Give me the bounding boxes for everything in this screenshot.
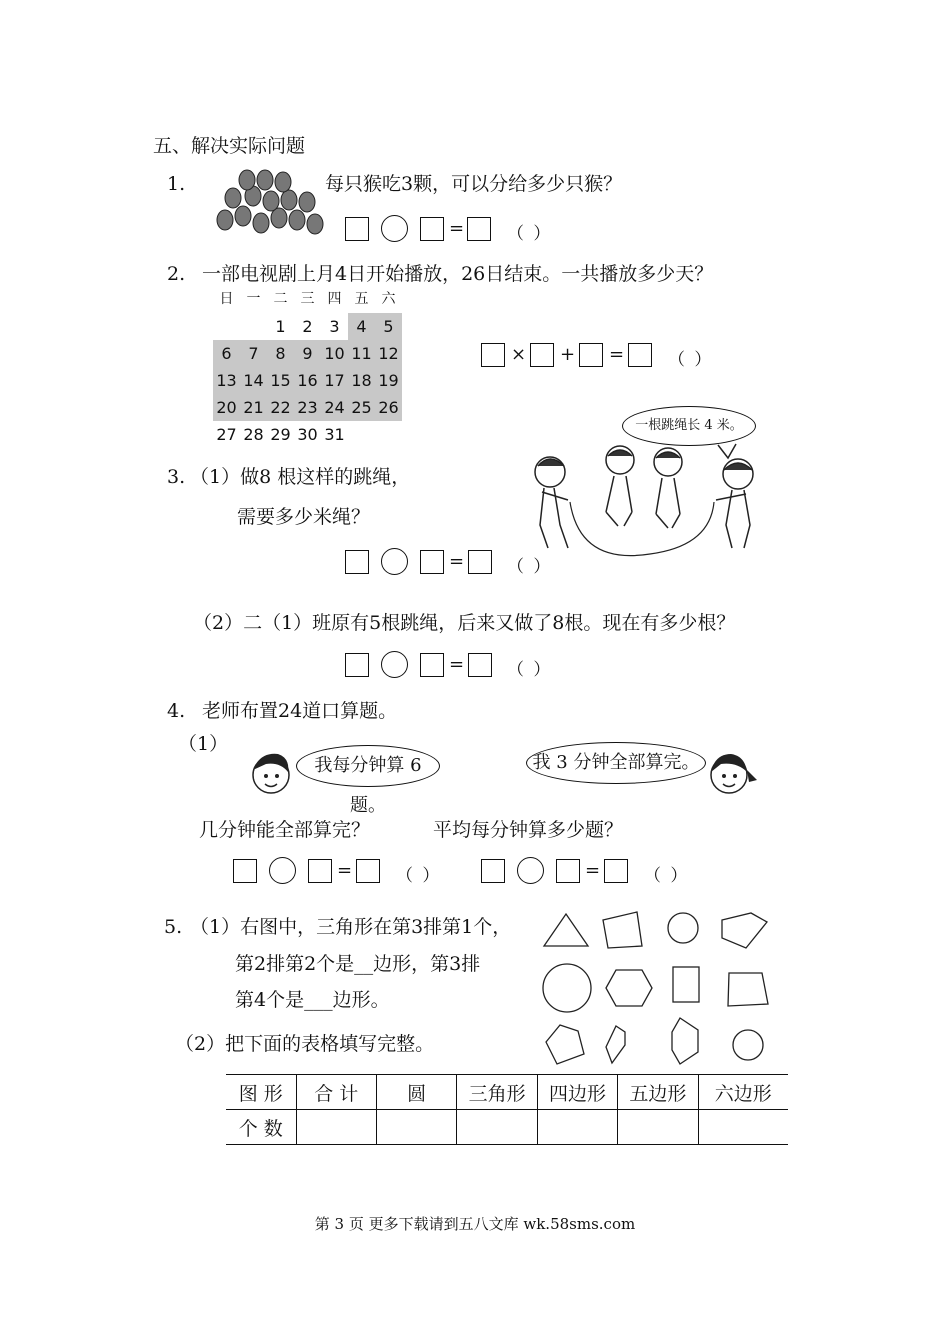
- q4-ask-left: 几分钟能全部算完？: [199, 819, 371, 841]
- calendar-day: 2: [302, 317, 313, 336]
- page-footer: 第 3 页 更多下载请到五八文库 wk.58sms.com: [314, 1215, 636, 1233]
- calendar-weekday: 五: [354, 291, 369, 307]
- calendar-day: 20: [216, 398, 237, 417]
- table-header-cell: 图 形: [226, 1075, 296, 1110]
- answer-box[interactable]: [468, 653, 492, 677]
- calendar-day: 4: [356, 317, 367, 336]
- q5-part1-line1: （1）右图中，三角形在第3排第1个，: [190, 916, 512, 938]
- answer-box[interactable]: [345, 550, 369, 574]
- calendar-day: 19: [378, 371, 399, 390]
- section-title: 五、解决实际问题: [153, 135, 306, 157]
- circle-shape: [668, 913, 698, 943]
- q3-part2: （2）二（1）班原有5根跳绳，后来又做了8根。现在有多少根？: [193, 612, 736, 634]
- calendar-day: 22: [270, 398, 291, 417]
- answer-box[interactable]: [481, 343, 505, 367]
- table-header-row: [226, 1075, 788, 1110]
- operator-circle[interactable]: [269, 857, 296, 884]
- table-input-cell[interactable]: [698, 1110, 788, 1145]
- answer-box[interactable]: [233, 859, 257, 883]
- calendar-day: 26: [378, 398, 399, 417]
- strawberries-illustration: [213, 168, 333, 240]
- calendar-day: 28: [243, 425, 264, 444]
- equals-sign: =: [449, 654, 465, 675]
- answer-box[interactable]: [467, 217, 491, 241]
- answer-paren[interactable]: （ ）: [396, 866, 442, 886]
- calendar-day: 16: [297, 371, 318, 390]
- answer-box[interactable]: [556, 859, 580, 883]
- q4-text: 老师布置24道口算题。: [202, 700, 398, 722]
- operator-circle[interactable]: [381, 215, 408, 242]
- equals-sign: =: [449, 218, 465, 239]
- answer-box[interactable]: [530, 343, 554, 367]
- calendar-weekday: 一: [246, 291, 261, 307]
- speech-bubble-right: 我 3 分钟全部算完。: [526, 742, 706, 784]
- answer-box[interactable]: [628, 343, 652, 367]
- calendar-day: 1: [275, 317, 286, 336]
- q5-part1-line3: 第4个是___边形。: [235, 989, 390, 1011]
- hexagon-shape: [672, 1018, 698, 1064]
- table-row-label: 个 数: [226, 1110, 296, 1145]
- calendar-day: 13: [216, 371, 237, 390]
- q4-part1-label: （1）: [178, 733, 229, 755]
- hexagon-shape: [606, 970, 652, 1006]
- answer-box[interactable]: [420, 653, 444, 677]
- girl-face-illustration: [703, 748, 759, 798]
- times-sign: ×: [511, 344, 527, 365]
- table-input-cell[interactable]: [457, 1110, 537, 1145]
- table-header-cell: 圆: [376, 1075, 456, 1110]
- plus-sign: +: [560, 344, 576, 365]
- answer-box[interactable]: [604, 859, 628, 883]
- speech-bubble-left: 我每分钟算 6 题。: [296, 745, 440, 787]
- q4-ask-right: 平均每分钟算多少题？: [433, 819, 624, 841]
- answer-box[interactable]: [468, 550, 492, 574]
- q3-part1-line2: 需要多少米绳？: [237, 506, 371, 528]
- answer-box[interactable]: [481, 859, 505, 883]
- calendar-day: 10: [324, 344, 345, 363]
- pentagon-shape: [546, 1025, 584, 1064]
- q2-number: 2.: [167, 263, 186, 285]
- boy-face-illustration: [246, 748, 296, 798]
- calendar-day: [348, 421, 375, 448]
- q5-part2: （2）把下面的表格填写完整。: [175, 1033, 435, 1055]
- answer-paren[interactable]: （ ）: [507, 557, 553, 577]
- q2-text: 一部电视剧上月4日开始播放，26日结束。一共播放多少天？: [202, 263, 714, 285]
- calendar-weekday: 六: [381, 291, 396, 307]
- calendar-day: 14: [243, 371, 264, 390]
- circle-shape: [733, 1030, 763, 1060]
- calendar-weekday: 三: [300, 291, 315, 307]
- quadrilateral-shape: [606, 1026, 625, 1063]
- table-input-cell[interactable]: [618, 1110, 698, 1145]
- answer-box[interactable]: [420, 550, 444, 574]
- calendar-day: 15: [270, 371, 291, 390]
- calendar-day: 9: [302, 344, 313, 363]
- calendar-day: 31: [324, 425, 345, 444]
- calendar-day: 30: [297, 425, 318, 444]
- rectangle-shape: [673, 967, 699, 1002]
- table-header-cell: 三角形: [457, 1075, 537, 1110]
- q1-number: 1.: [167, 173, 186, 195]
- answer-box[interactable]: [345, 653, 369, 677]
- shapes-grid: [530, 900, 790, 1075]
- calendar-weekday: 日: [219, 291, 234, 307]
- q1-text: 每只猴吃3颗，可以分给多少只猴？: [325, 173, 623, 195]
- answer-paren[interactable]: （ ）: [644, 866, 690, 886]
- quadrilateral-shape: [603, 912, 642, 948]
- circle-shape: [543, 964, 591, 1012]
- calendar-day: 25: [351, 398, 372, 417]
- calendar-day: 23: [297, 398, 318, 417]
- calendar-day: 29: [270, 425, 291, 444]
- answer-paren[interactable]: （ ）: [668, 350, 714, 370]
- pentagon-shape: [722, 913, 767, 948]
- calendar-day: 24: [324, 398, 345, 417]
- answer-box[interactable]: [308, 859, 332, 883]
- calendar-day: 8: [275, 344, 286, 363]
- calendar-day: 11: [351, 344, 372, 363]
- table-header-cell: 六边形: [698, 1075, 788, 1110]
- table-header-cell: 合 计: [296, 1075, 376, 1110]
- table-row: [226, 1110, 788, 1145]
- children-jump-rope-illustration: [520, 430, 770, 560]
- equals-sign: =: [337, 860, 353, 881]
- calendar-day: 17: [324, 371, 345, 390]
- q4-number: 4.: [167, 700, 186, 722]
- q3-part1-line1: （1）做8 根这样的跳绳，: [190, 466, 411, 488]
- q5-part1-line2: 第2排第2个是__边形，第3排: [235, 953, 481, 975]
- calendar-day: [375, 421, 402, 448]
- table-input-cell[interactable]: [537, 1110, 617, 1145]
- table-header-cell: 四边形: [537, 1075, 617, 1110]
- answer-box[interactable]: [420, 217, 444, 241]
- calendar-day: 6: [221, 344, 232, 363]
- operator-circle[interactable]: [381, 548, 408, 575]
- equals-sign: =: [609, 344, 625, 365]
- table-input-cell[interactable]: [296, 1110, 376, 1145]
- calendar-weekday: 四: [327, 291, 342, 307]
- calendar-day: 27: [216, 425, 237, 444]
- triangle-shape: [544, 914, 588, 946]
- table-input-cell[interactable]: [376, 1110, 456, 1145]
- calendar-day: [213, 313, 240, 340]
- speech-bubble: 一根跳绳长 4 米。: [622, 406, 756, 446]
- quadrilateral-shape: [728, 973, 768, 1006]
- answer-paren[interactable]: （ ）: [507, 660, 553, 680]
- calendar-day: 7: [248, 344, 259, 363]
- answer-box[interactable]: [579, 343, 603, 367]
- calendar-day: 21: [243, 398, 264, 417]
- calendar-day: 18: [351, 371, 372, 390]
- calendar-day: 12: [378, 344, 399, 363]
- answer-box[interactable]: [345, 217, 369, 241]
- answer-box[interactable]: [356, 859, 380, 883]
- calendar-day: 5: [383, 317, 394, 336]
- operator-circle[interactable]: [517, 857, 544, 884]
- calendar-weekday: 二: [273, 291, 288, 307]
- calendar-day: 3: [329, 317, 340, 336]
- q3-number: 3.: [167, 466, 186, 488]
- equals-sign: =: [449, 551, 465, 572]
- q5-number: 5.: [164, 916, 183, 938]
- calendar-day: [240, 313, 267, 340]
- answer-paren[interactable]: （ ）: [507, 224, 553, 244]
- operator-circle[interactable]: [381, 651, 408, 678]
- table-header-cell: 五边形: [618, 1075, 698, 1110]
- shape-count-table: [226, 1074, 788, 1145]
- equals-sign: =: [585, 860, 601, 881]
